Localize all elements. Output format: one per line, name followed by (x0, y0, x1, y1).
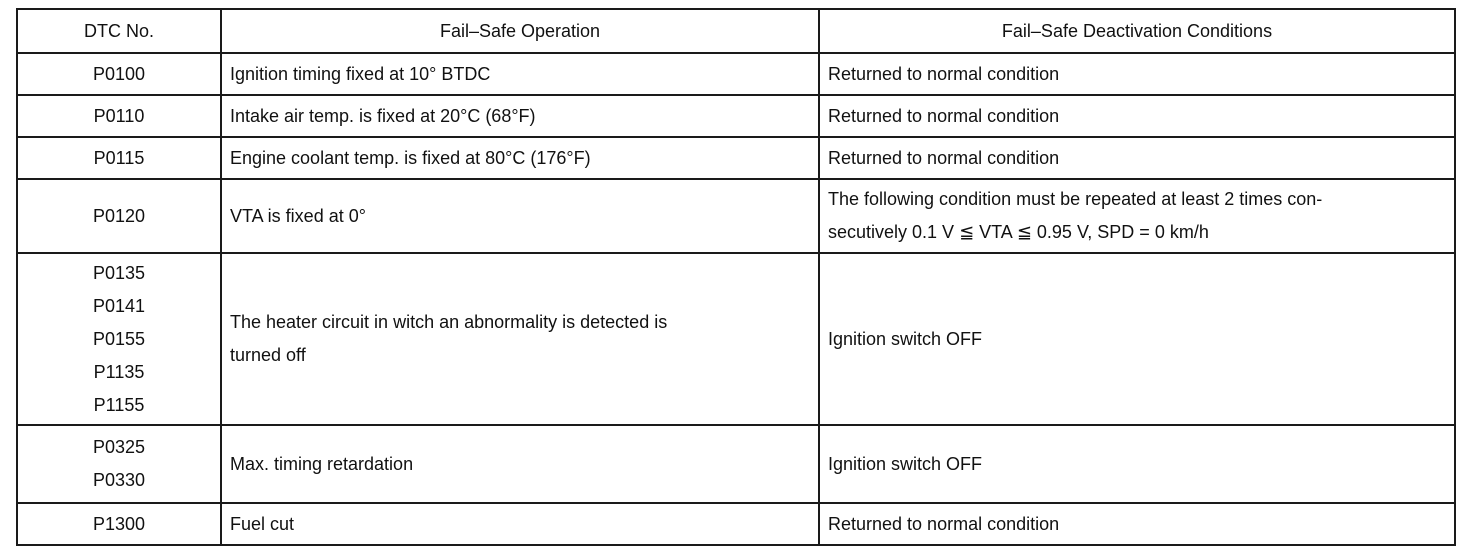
fail-safe-table (16, 8, 1456, 546)
deactivation-text-line-1: The following condition must be repeated at least 2 times con- (828, 189, 1323, 209)
dtc-code: P0325 (92, 437, 146, 457)
operation-cell: Engine coolant temp. is fixed at 80°C (176°F) (221, 137, 819, 179)
dtc-code-cell (17, 425, 221, 503)
dtc-code-cell (17, 95, 221, 137)
dtc-code: P0155 (92, 328, 146, 349)
dtc-code: P0115 (93, 148, 145, 168)
table-row (17, 53, 1455, 95)
dtc-code: P0135 (92, 262, 146, 283)
dtc-code: P1135 (93, 361, 145, 382)
dtc-code: P1300 (92, 514, 146, 534)
operation-cell: Ignition timing fixed at 10° BTDC (221, 53, 819, 95)
deactivation-cell (819, 53, 1455, 95)
dtc-code: P1155 (93, 394, 145, 415)
operation-cell: Intake air temp. is fixed at 20°C (68°F) (221, 95, 819, 137)
dtc-code: P0120 (92, 206, 146, 226)
dtc-code-cell (17, 53, 221, 95)
deactivation-text: Returned to normal condition (828, 64, 1060, 84)
dtc-code: P0110 (93, 106, 145, 126)
operation-cell: VTA is fixed at 0° (221, 179, 819, 253)
dtc-code: P0100 (92, 64, 146, 84)
deactivation-cell (819, 179, 1455, 253)
header-fail-safe-operation: Fail–Safe Operation (221, 9, 819, 53)
deactivation-text: Ignition switch OFF (828, 454, 983, 474)
table-row (17, 425, 1455, 503)
deactivation-cell (819, 425, 1455, 503)
dtc-code: P0330 (92, 470, 146, 490)
deactivation-cell (819, 503, 1455, 545)
deactivation-text: Returned to normal condition (828, 148, 1060, 168)
dtc-code-cell (17, 179, 221, 253)
deactivation-cell (819, 95, 1455, 137)
table-header-row (17, 9, 1455, 53)
table-row (17, 179, 1455, 253)
deactivation-text: Returned to normal condition (828, 106, 1060, 126)
deactivation-text-line-2: secutively 0.1 V ≦ VTA ≦ 0.95 V, SPD = 0 km/h (828, 222, 1209, 242)
dtc-code-cell (17, 137, 221, 179)
table-row (17, 137, 1455, 179)
deactivation-text: Ignition switch OFF (828, 329, 983, 349)
dtc-code-cell (17, 503, 221, 545)
operation-cell: Max. timing retardation (221, 425, 819, 503)
dtc-code-cell (17, 253, 221, 425)
fail-safe-table-container (16, 8, 1456, 546)
header-dtc-no: DTC No. (17, 9, 221, 53)
table-row (17, 95, 1455, 137)
deactivation-text: Returned to normal condition (828, 514, 1060, 534)
deactivation-cell (819, 137, 1455, 179)
operation-cell (221, 253, 819, 425)
table-row (17, 253, 1455, 425)
operation-text-line-1: The heater circuit in witch an abnormality is detected is (230, 312, 668, 332)
table-row (17, 503, 1455, 545)
header-deactivation-conditions: Fail–Safe Deactivation Conditions (819, 9, 1455, 53)
dtc-code: P0141 (92, 295, 146, 316)
deactivation-cell (819, 253, 1455, 425)
operation-text-line-2: turned off (230, 345, 306, 365)
operation-cell: Fuel cut (221, 503, 819, 545)
